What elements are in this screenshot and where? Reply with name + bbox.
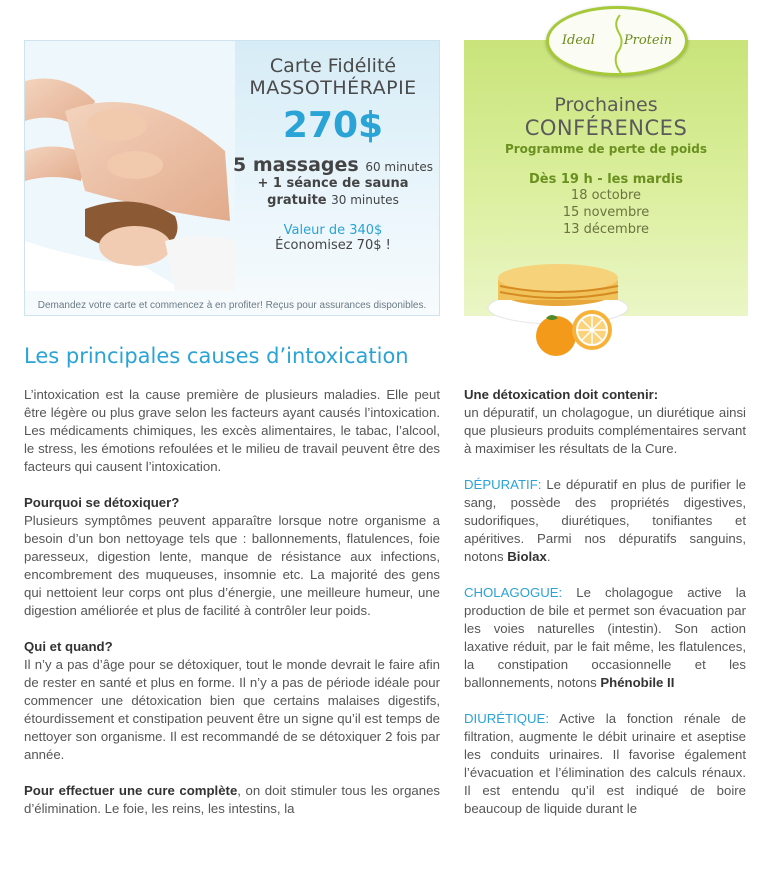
complete-cure-section <box>24 782 440 818</box>
complete-cure-heading: Pour effectuer une cure complète <box>24 783 238 798</box>
massages-offer <box>225 154 440 176</box>
why-detox-heading: Pourquoi se détoxiquer? <box>24 495 180 510</box>
card-title-loyalty: Carte Fidélité <box>269 55 397 77</box>
ideal-protein-logo <box>546 6 688 76</box>
sauna-free: gratuite <box>267 193 327 208</box>
conference-date-1: 18 octobre <box>570 188 642 203</box>
conference-title-conferences: CONFÉRENCES <box>524 116 688 140</box>
detox-contents-heading: Une détoxication doit contenir: <box>464 387 659 402</box>
who-when-heading: Qui et quand? <box>24 639 113 654</box>
who-when-section <box>24 638 440 764</box>
depuratif-section: DÉPURATIF: Le dépuratif en plus de purifier le sang, possède des propriétés digestives, sudorifiques, diurétiques, tonifiantes et apéritives. Parmi nos dépuratifs sanguins, notons Biolax. <box>464 477 746 564</box>
who-when-text: Il n’y a pas d’âge pour se détoxiquer, tout le monde devrait le faire afin de rester en santé et plus en forme. Il n’y a pas de période idéale pour commencer une détoxication bien que certains malaises digestifs, étourdissement et constipation peuvent être un signe qu’il est temps de nettoyer son organisme. Il est recommandé de se détoxiquer 2 fois par année. <box>24 657 440 762</box>
massage-card-details <box>225 41 440 253</box>
conference-date-3: 13 décembre <box>562 222 650 237</box>
article-right-column <box>464 386 746 836</box>
conference-details <box>464 94 748 238</box>
diuretique-text: Active la fonction rénale de filtration, augmente le débit urinaire et aseptise les conduits urinaires. Il favorise également l’évacuation et l’élimination des calculs rénaux. Il est entendu qu’il est indiqué de boire beaucoup de liquide durant le <box>464 711 746 816</box>
complete-cure-text: , on doit stimuler tous les organes d’élimination. Le foie, les reins, les intestins, la <box>24 783 440 816</box>
card-savings: Économisez 70$ ! <box>275 238 391 253</box>
detox-contents-text: un dépuratif, un cholagogue, un diurétique ainsi que plusieurs produits complémentaires servant à maximiser les résultats de la Cure. <box>464 405 746 456</box>
cholagogue-section <box>464 584 746 692</box>
sauna-offer-line2 <box>225 192 440 209</box>
sauna-offer-line1: + 1 séance de sauna <box>257 176 409 191</box>
product-biolax: Biolax <box>507 549 547 564</box>
diuretique-section <box>464 710 746 818</box>
diuretique-term: DIURÉTIQUE: <box>464 711 549 726</box>
detox-contents-section <box>464 386 746 458</box>
massage-loyalty-card <box>24 40 440 316</box>
cholagogue-text: Le cholagogue active la production de bile et permet son évacuation par les voies naturelles (intestin). Son action laxative réduit, par le fait même, les flatulences, la constipation occasionnelle et les ballonnements, notons <box>464 585 746 690</box>
logo-text: Ideal Protein <box>561 33 673 48</box>
conference-subtitle: Programme de perte de poids <box>504 142 708 156</box>
card-title-massotherapy: MASSOTHÉRAPIE <box>249 77 417 99</box>
card-footer-note: Demandez votre carte et commencez à en profiter! Reçus pour assurances disponibles. <box>37 300 427 311</box>
depuratif-text: Le dépuratif en plus de purifier le sang, possède des propriétés digestives, sudorifiques, diurétiques, tonifiantes et apéritives. Parmi nos dépuratifs sanguins, notons <box>464 477 746 564</box>
massages-count: 5 massages <box>233 154 359 176</box>
sauna-duration: 30 minutes <box>331 193 399 207</box>
product-phenobile: Phénobile II <box>600 675 675 690</box>
cholagogue-term: CHOLAGOGUE: <box>464 585 563 600</box>
card-value: Valeur de 340$ <box>283 223 383 238</box>
conference-title-upcoming: Prochaines <box>554 94 658 116</box>
conference-when: Dès 19 h - les mardis <box>529 172 683 187</box>
article-title: Les principales causes d’intoxication <box>24 344 409 368</box>
why-detox-section <box>24 494 440 620</box>
article-left-column <box>24 386 440 836</box>
depuratif-term: DÉPURATIF: <box>464 477 542 492</box>
card-price: 270$ <box>282 105 384 146</box>
conference-date-2: 15 novembre <box>562 205 650 220</box>
crepes-and-oranges-photo <box>480 250 630 360</box>
why-detox-text: Plusieurs symptômes peuvent apparaître lorsque notre organisme a besoin d’un bon nettoyage tels que : ballonnements, flatulences, foie paresseux, digestion lente, manque de résistance aux infections, encombrement des muqueuses, insomnie etc. La majorité des gens qui nettoient leur corps ont plus d’énergie, une meilleure humeur, une digestion améliorée et plus de facilité à contrôler leur poids. <box>24 513 440 618</box>
massage-photo <box>25 41 235 291</box>
intro-paragraph: L’intoxication est la cause première de plusieurs maladies. Elle peut être légère ou plus grave selon les facteurs ayant causés l’intoxication. Les médicaments chimiques, les excès alimentaires, le tabac, l’alcool, le stress, les émotions refoulées et le milieu de travail peuvent être des facteurs qui causent l’intoxication. <box>24 387 440 474</box>
massages-duration: 60 minutes <box>365 160 433 174</box>
